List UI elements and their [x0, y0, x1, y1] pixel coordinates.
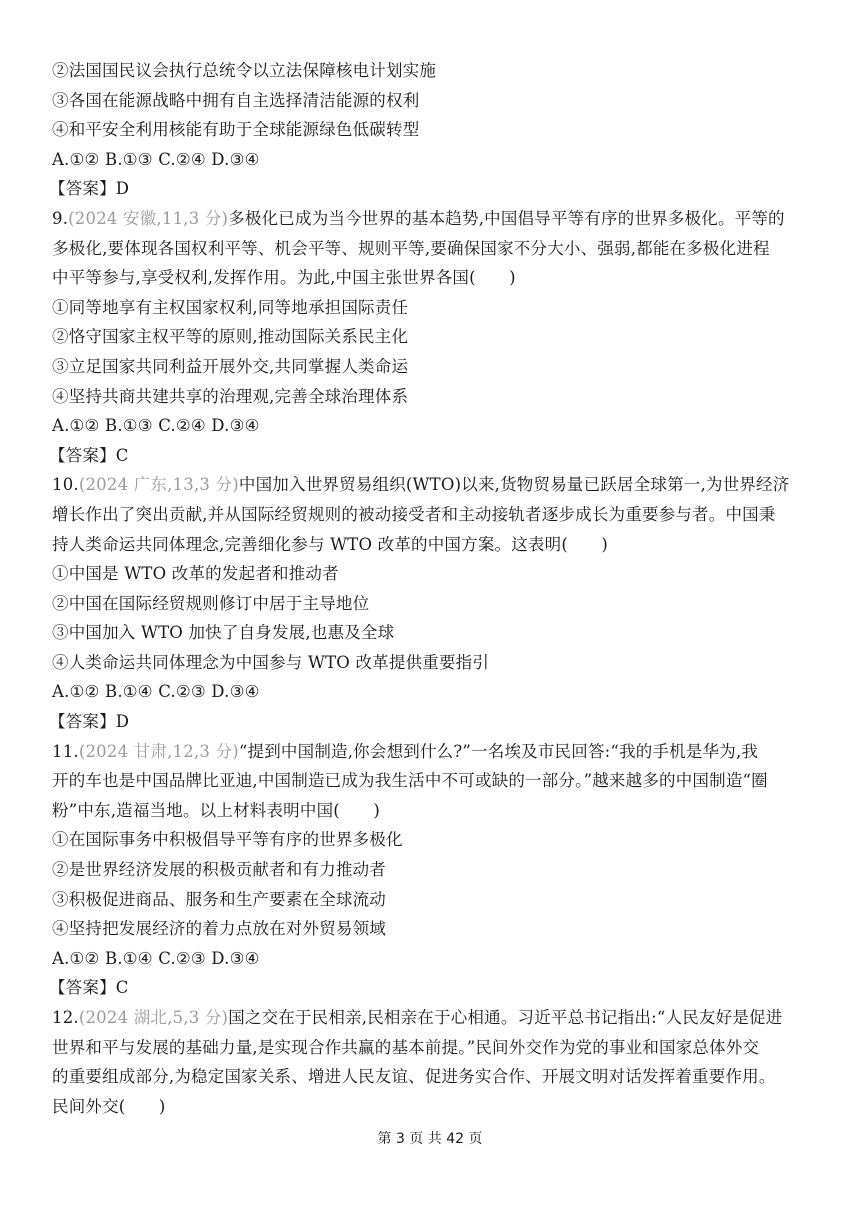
q9-source: (2024 安徽,11,3 分)	[68, 208, 229, 228]
q9-stem-line-2: 多极化,要体现各国权利平等、机会平等、规则平等,要确保国家不分大小、强弱,都能在多极化进程	[52, 238, 770, 258]
q10-option-1: ①中国是 WTO 改革的发起者和推动者	[52, 564, 339, 584]
q11-stem-line-2: 开的车也是中国品牌比亚迪,中国制造已成为我生活中不可或缺的一部分。”越来越多的中国制造“圈	[52, 771, 768, 791]
q9-number: 9.	[52, 208, 69, 228]
q12-source: (2024 湖北,5,3 分)	[78, 1008, 229, 1027]
q9-option-1: ①同等地享有主权国家权利,同等地承担国际责任	[52, 297, 409, 317]
q8-choices: A.①② B.①③ C.②④ D.③④	[52, 149, 260, 169]
q12-stem-line-3: 的重要组成部分,为稳定国家关系、增进人民友谊、促进务实合作、开展文明对话发挥着重要作用。	[52, 1067, 776, 1087]
q9-stem-line-3: 中平等参与,享受权利,发挥作用。为此,中国主张世界各国( )	[52, 268, 516, 288]
q10-option-4: ④人类命运共同体理念为中国参与 WTO 改革提供重要指引	[52, 652, 490, 672]
q8-option-3: ③各国在能源战略中拥有自主选择清洁能源的权利	[52, 90, 420, 110]
q11-option-4: ④坚持把发展经济的着力点放在对外贸易领域	[52, 919, 386, 939]
q9-option-4: ④坚持共商共建共享的治理观,完善全球治理体系	[52, 386, 409, 406]
q8-option-4: ④和平安全利用核能有助于全球能源绿色低碳转型	[52, 120, 420, 140]
q11-answer: 【答案】C	[49, 978, 129, 998]
q11-stem-text-1: “提到中国制造,你会想到什么?”一名埃及市民回答:“我的手机是华为,我	[238, 741, 759, 761]
q10-stem-line-3: 持人类命运共同体理念,完善细化参与 WTO 改革的中国方案。这表明( )	[52, 534, 609, 554]
q10-answer: 【答案】D	[49, 712, 130, 732]
q12-stem-line-2: 世界和平与发展的基础力量,是实现合作共赢的基本前提。”民间外交作为党的事业和国家总体外交	[52, 1037, 760, 1057]
q11-option-3: ③积极促进商品、服务和生产要素在全球流动	[52, 889, 386, 909]
page-content	[49, 56, 812, 1121]
q11-option-2: ②是世界经济发展的积极贡献者和有力推动者	[52, 860, 386, 880]
q9-choices: A.①② B.①③ C.②④ D.③④	[52, 416, 260, 436]
q10-stem-text-1: 中国加入世界贸易组织(WTO)以来,货物贸易量已跃居全球第一,为世界经济	[238, 475, 790, 495]
q11-stem-line-3: 粉”中东,造福当地。以上材料表明中国( )	[52, 800, 380, 820]
q10-source: (2024 广东,13,3 分)	[78, 475, 239, 495]
q10-stem-line-2: 增长作出了突出贡献,并从国际经贸规则的被动接受者和主动接轨者逐步成长为重要参与者。中国秉	[52, 504, 776, 524]
q10-number: 10.	[52, 475, 79, 495]
q12-stem-line-4: 民间外交( )	[52, 1096, 166, 1116]
q9-stem-line-1	[52, 204, 812, 234]
q11-stem-line-1	[52, 737, 812, 767]
page-footer: 第 3 页 共 42 页	[377, 1131, 483, 1147]
q9-option-3: ③立足国家共同利益开展外交,共同掌握人类命运	[52, 356, 409, 376]
q9-answer: 【答案】C	[49, 445, 129, 465]
q12-number: 12.	[52, 1008, 79, 1027]
q11-choices: A.①② B.①④ C.②③ D.③④	[52, 948, 260, 968]
q11-number: 11.	[52, 741, 79, 761]
q12-stem-line-1	[52, 1003, 812, 1033]
q10-stem-line-1	[52, 470, 812, 500]
q8-answer: 【答案】D	[49, 179, 130, 199]
q10-choices: A.①② B.①④ C.②③ D.③④	[52, 682, 260, 702]
q12-stem-text-1: 国之交在于民相亲,民相亲在于心相通。习近平总书记指出:“人民友好是促进	[228, 1008, 783, 1027]
q10-option-3: ③中国加入 WTO 加快了自身发展,也惠及全球	[52, 623, 395, 643]
q9-stem-text-1: 多极化已成为当今世界的基本趋势,中国倡导平等有序的世界多极化。平等的	[228, 208, 785, 228]
q11-source: (2024 甘肃,12,3 分)	[78, 741, 239, 761]
q8-option-2: ②法国国民议会执行总统令以立法保障核电计划实施	[52, 61, 437, 80]
q9-option-2: ②恪守国家主权平等的原则,推动国际关系民主化	[52, 327, 409, 347]
q11-option-1: ①在国际事务中积极倡导平等有序的世界多极化	[52, 830, 403, 850]
q10-option-2: ②中国在国际经贸规则修订中居于主导地位	[52, 593, 370, 613]
